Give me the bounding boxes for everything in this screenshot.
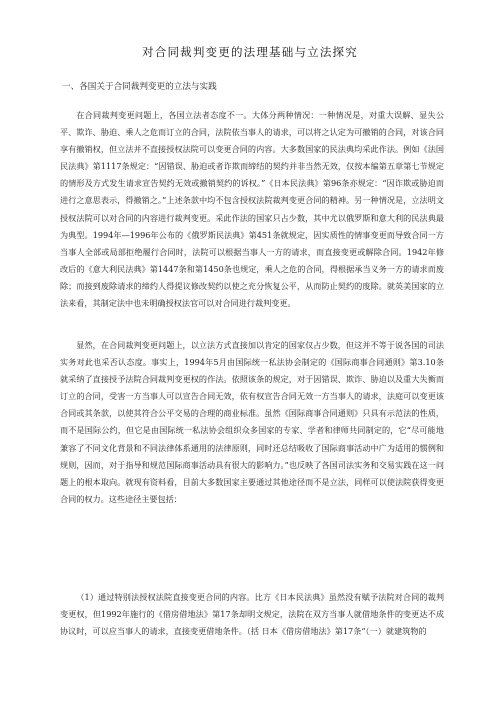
document-title: 对合同裁判变更的法理基础与立法探究: [142, 45, 358, 59]
section-heading: 一、各国关于合同裁判变更的立法与实践: [62, 82, 217, 92]
paragraph-2: 显然，在合同裁判变更问题上，以立法方式直接加以肯定的国家仅占少数，但这并不等于说各国的司法实务对此也采否认态度。事实上，1994年5月由国际统一私法协会制定的《国际商事合同通则》第3.10条就采纳了直接授予法院合同裁判变更权的作法。依照该条的规定，对于因错误、欺诈、胁迫以及重大失衡而订立的合同，受害一方当事人可以宣告合同无效，依有权宣告合同无效一方当事人的请求，法庭可以变更该合同或其条款，以使其符合公平交易的合理的商业标准。虽然《国际商事合同通则》只具有示范法的性质，而不是国际公约，但它是由国际统一私法协会组织众多国家的专家、学者和律师共同制定的，它“尽可能地兼容了不同文化背景和不同法律体系通用的法律原则，同时还总结吸收了国际商事活动中广为适用的惯例和规则，因而，对于指导和规范国际商事活动具有很大的影响力。”也反映了各国司法实务和交易实践在这一问题上的根本取向。就现有资料看，目前大多数国家主要通过其他途径而不是立法，同样可以使法院获得变更合同的权力。这些途径主要包括：: [60, 340, 444, 504]
paragraph-3: （1）通过特别法授权法院直接变更合同的内容。比方《日本民法典》虽然没有赋予法院对合同的裁判变更权，但1992年施行的《借房借地法》第17条却明文规定，法院在双方当事人就借地条件的变更达不成协议时，可以应当事人的请求，直接变更借地条件。（括 日本《借房借地法》第17条“（一）就建筑物的: [60, 592, 444, 637]
paragraph-1: 在合同裁判变更问题上，各国立法者态度不一。大体分两种情况：一种情况是，对重大误解、显失公平、欺诈、胁迫、乘人之危而订立的合同，法院依当事人的请求，可以将之认定为可撤销的合同，对该合同享有撤销权，但立法并不直接授权法院可以变更合同的内容。大多数国家的民法典均采此作法。例如《法国民法典》第1117条规定：“因错误、胁迫或者诈欺而缔结的契约并非当然无效，仅按本编第五章第七节规定的情形及方式发生请求宣告契约无效或撤销契约的诉权。”《日本民法典》第96条亦规定：“因诈欺或胁迫而进行之意思表示，得撤销之。”上述条款中均不包含授权法院裁判变更合同的精神。另一种情况是，立法明文授权法院可以对合同的内容进行裁判变更。采此作法的国家只占少数，其中尤以俄罗斯和意大利的民法典最为典型。1994年—1996年公布的《俄罗斯民法典》第451条就规定，因实质性的情事变更而导致合同一方当事人全部或局部拒绝履行合同时，法院可以根据当事人一方的请求，而直接变更或解除合同。1942年修改后的《意大利民法典》第1447条和第1450条也规定，乘人之危的合同，得根据承当义务一方的请求而废除；而接到废除请求的缔约人得提议修改契约以使之充分恢复公平，从而防止契约的废除。就英美国家的立法来看，其制定法中也未明确授权法官可以对合同进行裁判变更。: [60, 110, 444, 309]
